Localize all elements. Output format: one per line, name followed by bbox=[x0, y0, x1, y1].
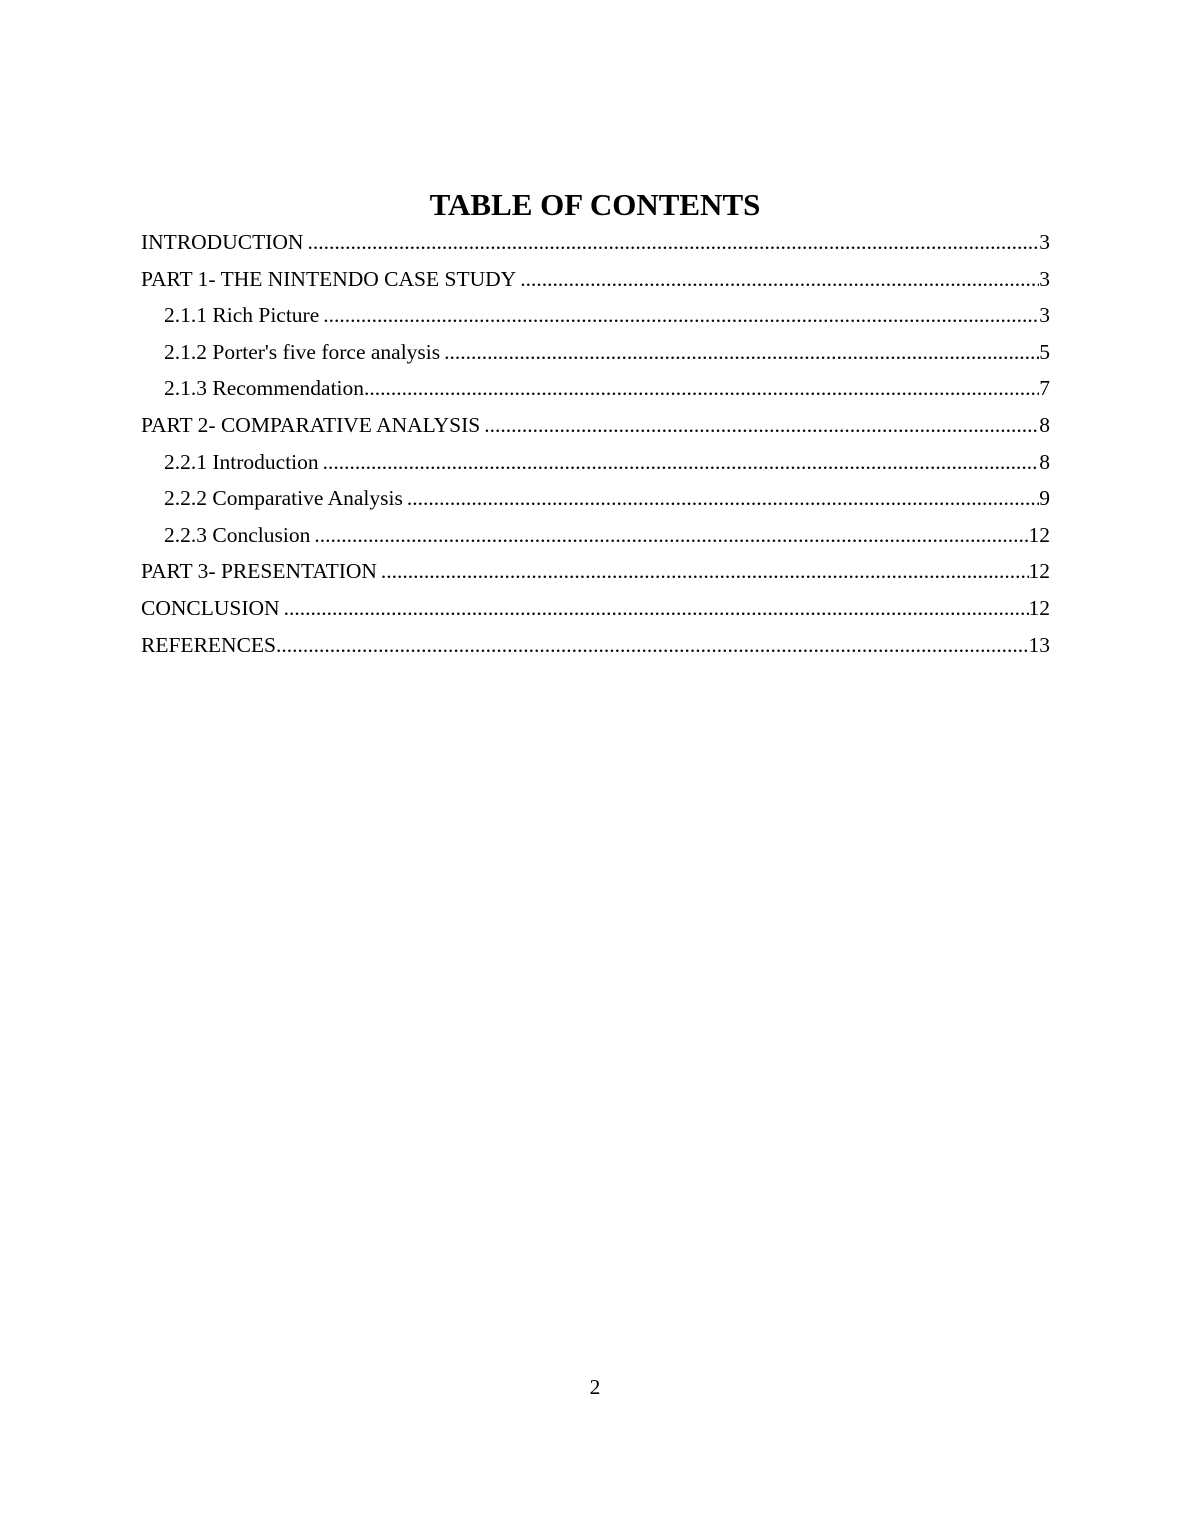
toc-entry-label: 2.2.2 Comparative Analysis bbox=[164, 486, 403, 511]
toc-entry-label: REFERENCES bbox=[141, 632, 276, 657]
toc-entry-introduction-2[interactable] bbox=[141, 444, 1050, 481]
toc-entry-label: 2.1.1 Rich Picture bbox=[164, 303, 320, 328]
toc-dot-leader bbox=[323, 297, 1039, 334]
toc-entry-label: PART 3- PRESENTATION bbox=[141, 559, 377, 584]
toc-dot-leader bbox=[520, 261, 1039, 298]
toc-list bbox=[141, 224, 1050, 663]
toc-entry-page: 5 bbox=[1039, 339, 1050, 364]
toc-entry-page: 13 bbox=[1028, 632, 1050, 657]
toc-entry-rich-picture[interactable] bbox=[141, 297, 1050, 334]
toc-entry-label: PART 2- COMPARATIVE ANALYSIS bbox=[141, 412, 481, 437]
toc-dot-leader bbox=[323, 444, 1040, 481]
toc-dot-leader bbox=[381, 553, 1029, 590]
page-number: 2 bbox=[589, 1375, 601, 1399]
toc-entry-page: 12 bbox=[1028, 595, 1050, 620]
toc-entry-page: 9 bbox=[1039, 486, 1050, 511]
toc-entry-page: 8 bbox=[1039, 449, 1050, 474]
toc-entry-label: 2.2.3 Conclusion bbox=[164, 522, 311, 547]
toc-entry-recommendation[interactable] bbox=[141, 370, 1050, 407]
toc-dot-leader bbox=[307, 224, 1039, 261]
toc-entry-page: 12 bbox=[1028, 522, 1050, 547]
toc-entry-label: 2.1.2 Porter's five force analysis bbox=[164, 339, 441, 364]
toc-entry-label: 2.2.1 Introduction bbox=[164, 449, 319, 474]
toc-entry-conclusion[interactable] bbox=[141, 590, 1050, 627]
toc-entry-label: CONCLUSION bbox=[141, 595, 280, 620]
toc-entry-label: INTRODUCTION bbox=[141, 230, 304, 254]
toc-entry-page: 8 bbox=[1039, 412, 1050, 437]
toc-entry-introduction[interactable] bbox=[141, 224, 1050, 261]
toc-dot-leader bbox=[484, 407, 1039, 444]
toc-entry-page: 3 bbox=[1039, 266, 1050, 291]
toc-entry-references[interactable] bbox=[141, 627, 1050, 664]
toc-entry-conclusion-2[interactable] bbox=[141, 517, 1050, 554]
toc-dot-leader bbox=[407, 480, 1039, 517]
toc-entry-page: 3 bbox=[1039, 303, 1050, 328]
toc-dot-leader bbox=[284, 590, 1029, 627]
toc-entry-part-3[interactable] bbox=[141, 553, 1050, 590]
toc-entry-comparative-analysis[interactable] bbox=[141, 480, 1050, 517]
toc-dot-leader bbox=[276, 627, 1029, 664]
toc-entry-label: PART 1- THE NINTENDO CASE STUDY bbox=[141, 266, 517, 291]
toc-title: TABLE OF CONTENTS bbox=[429, 187, 761, 222]
toc-entry-label: 2.1.3 Recommendation bbox=[164, 376, 365, 401]
toc-entry-porters-five-force[interactable] bbox=[141, 334, 1050, 371]
toc-entry-page: 12 bbox=[1028, 559, 1050, 584]
toc-entry-part-1[interactable] bbox=[141, 261, 1050, 298]
toc-dot-leader bbox=[314, 517, 1028, 554]
toc-entry-part-2[interactable] bbox=[141, 407, 1050, 444]
toc-entry-page: 3 bbox=[1039, 230, 1050, 254]
toc-entry-page: 7 bbox=[1039, 376, 1050, 401]
toc-dot-leader bbox=[364, 370, 1039, 407]
toc-dot-leader bbox=[444, 334, 1039, 371]
